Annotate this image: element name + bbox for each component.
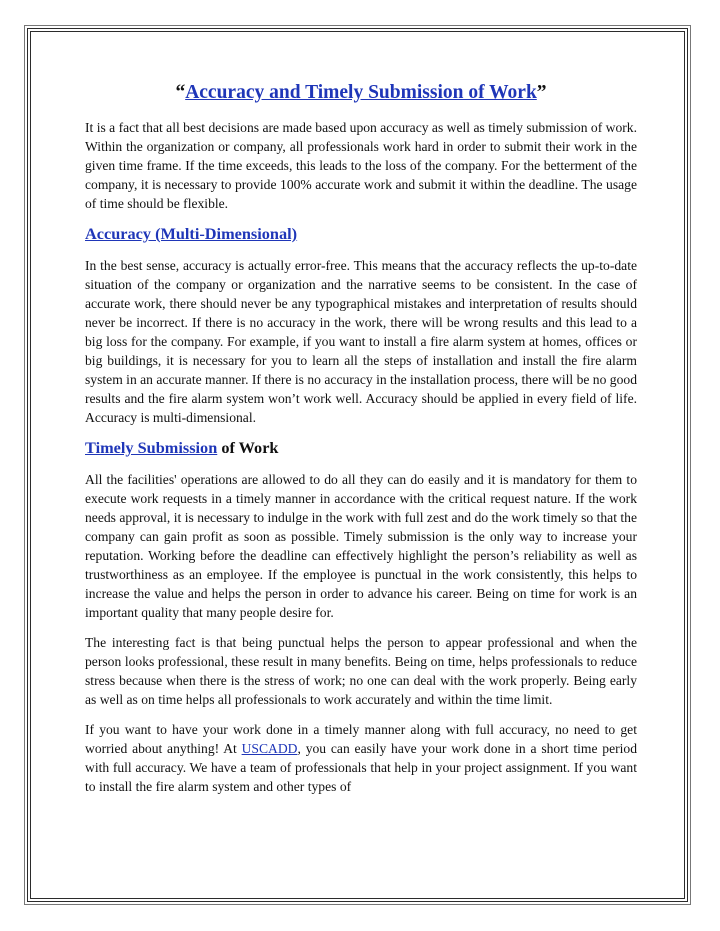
intro-paragraph: It is a fact that all best decisions are made based upon accuracy as well as timely submission of work. Within the organization or company, all professionals work hard in order to submit their work in the given time frame. If the time exceeds, this leads to the loss of the company. For the betterment of the company, it is necessary to provide 100% accurate work and submit it within the deadline. The usage of time should be flexible. <box>85 120 637 211</box>
section-heading-accuracy <box>85 224 637 244</box>
section-heading-timely-submission <box>85 438 637 458</box>
document-content <box>85 82 637 796</box>
uscadd-link[interactable]: USCADD <box>241 741 298 756</box>
title-close-quote: ” <box>536 82 547 103</box>
timely-paragraph-3 <box>85 720 637 796</box>
timely-heading-rest: of Work <box>217 438 279 457</box>
title-link[interactable]: Accuracy and Timely Submission of Work <box>185 82 537 103</box>
paragraph-3-text-before: If you want to have your work done in a timely manner along with full accuracy, no need to get worried about anything! At <box>85 722 637 756</box>
document-page <box>27 28 688 902</box>
title-open-quote: “ <box>175 82 186 103</box>
timely-submission-heading-link[interactable]: Timely Submission <box>85 438 218 457</box>
accuracy-paragraph: In the best sense, accuracy is actually error-free. This means that the accuracy reflects the up-to-date situation of the company or organization and the narrative seems to be consistent. In the case of accurate work, there should never be any typographical mistakes and interpretation of results should never be incorrect. If there is no accuracy in the work, there will be wrong results and this lead to a big loss for the company. For example, if you want to install a fire alarm system at homes, offices or big buildings, it is necessary for you to learn all the steps of installation and install the fire alarm system in an accurate manner. If there is no accuracy in the installation process, there will be no good results and the fire alarm system won’t work well. Accuracy should be applied in every field of life. Accuracy is multi-dimensional. <box>85 258 637 425</box>
document-title <box>85 82 637 104</box>
timely-paragraph-2: The interesting fact is that being punctual helps the person to appear professional and when the person looks professional, these result in many benefits. Being on time, helps professionals to reduce stress because when there is the stress of work; no one can deal with the work properly. Being early as well as on time helps all professionals to work accurately and within the time limit. <box>85 635 637 707</box>
paragraph-3-text-after: , you can easily have your work done in a short time period with full accuracy. We have a team of professionals that help in your project assignment. If you want to install the fire alarm system and other types of <box>85 741 637 794</box>
accuracy-heading-link[interactable]: Accuracy (Multi-Dimensional) <box>85 224 298 243</box>
timely-paragraph-1: All the facilities' operations are allowed to do all they can do easily and it is mandatory for them to execute work requests in a timely manner in accordance with the critical request nature. If the work needs approval, it is necessary to indulge in the work with full zest and do the work timely so that the company can gain profit as soon as possible. Timely submission is the only way to increase your reputation. Working before the deadline can effectively highlight the person’s reliability as well as trustworthiness as an employee. If the employee is punctual in the work consistently, this helps to increase the value and helps the person in order to advance his career. Being on time for work is an important quality that many people desire for. <box>85 472 637 620</box>
